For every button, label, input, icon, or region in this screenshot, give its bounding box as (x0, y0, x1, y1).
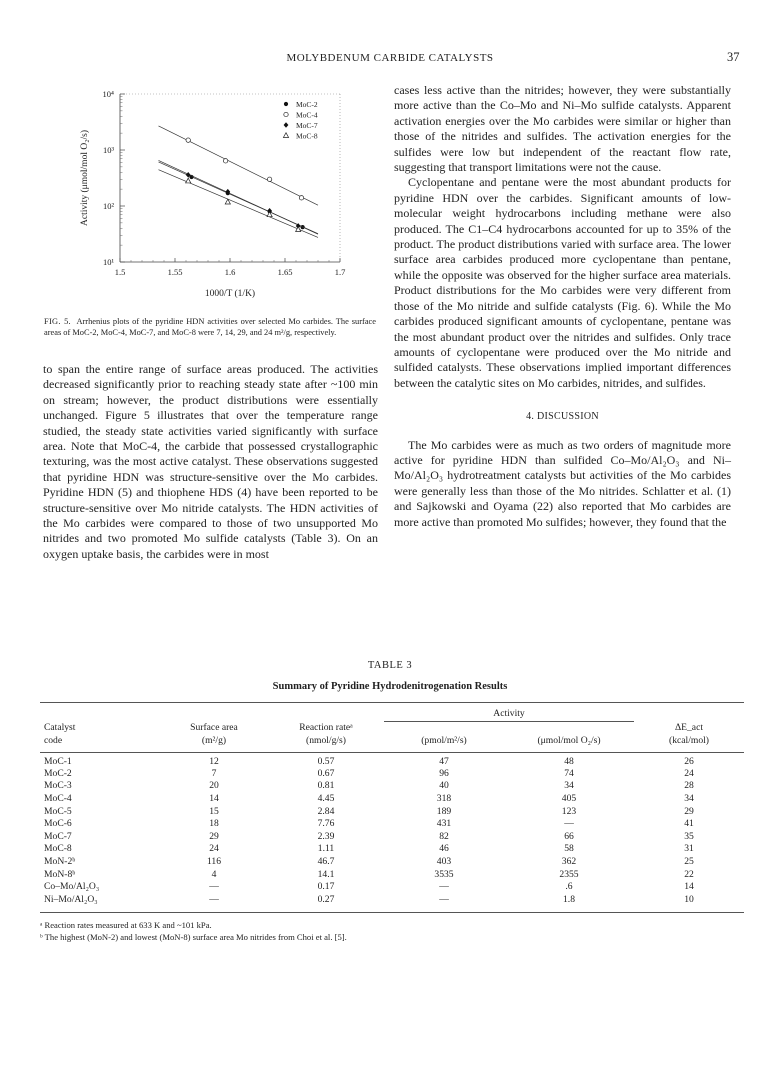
legend-label: MoC-4 (296, 110, 318, 120)
table-cell: 58 (564, 843, 574, 855)
table-cell: 47 (439, 756, 449, 767)
table-cell: 3535 (434, 868, 454, 880)
table-cell: 2.39 (317, 830, 335, 842)
table-cell: 26 (684, 756, 694, 767)
table-cell: Co–Mo/Al₂O₃ (44, 881, 100, 893)
fit-line-moc-7 (159, 160, 319, 234)
legend-marker-moc-2 (284, 102, 288, 106)
header-cell-line1: Surface area (190, 722, 238, 733)
header-cell-line1: Catalyst (44, 722, 76, 733)
table-3 (40, 702, 744, 943)
table-cell: 18 (209, 818, 219, 830)
table-row (40, 817, 744, 830)
table-cell: 31 (684, 843, 694, 855)
figure-label: FIG. 5. (44, 317, 71, 326)
table-row (40, 843, 744, 856)
table-cell: 46 (439, 843, 449, 855)
table-row (40, 767, 744, 780)
activity-group-header: Activity (384, 703, 634, 721)
table-row (40, 792, 744, 805)
table-cell: MoC-1 (44, 756, 72, 767)
data-point-moc-4 (267, 177, 271, 181)
table-cell: 4.45 (317, 792, 335, 804)
table-cell: 116 (206, 855, 222, 867)
figure-5-caption (44, 316, 376, 338)
data-point-moc-8 (186, 178, 191, 183)
table-cell: 10 (684, 893, 694, 905)
table-cell: 48 (564, 756, 574, 767)
right-paragraph-2: Cyclopentane and pentane were the most abundant products for pyridine HDN over the carbides. Significant amounts of low-molecular weight hydrocarbons including methane were also produced. The C1–C4 hydrocarbons accounted for up to 35% of the product. The product distributions varied with surface area. The lower surface area carbides produced more cyclopentane than pentane, while the opposite was observed for the higher surface area materials. Product distributions for the Mo carbides were very different from those of the Mo nitride and sulfide catalysts (Fig. 6). While the Mo carbides produced significant amounts of cyclopentane, pentane was the most abundant product over the nitrides and sulfides. Only trace amounts of cyclopentane were produced over the Mo nitride and sulfided catalysts. These observations implied important differences between the catalytic sites on Mo carbides, nitrides, and sulfides. (394, 175, 731, 390)
table-cell: MoC-7 (44, 830, 72, 842)
table-cell: 0.67 (317, 767, 335, 779)
legend-marker-moc-4 (284, 112, 288, 116)
x-tick-label: 1.55 (167, 267, 183, 277)
table-cell: MoN-8ᵇ (44, 868, 76, 880)
fit-line-moc-8 (159, 170, 319, 238)
table-cell: 74 (564, 767, 574, 779)
table-cell: 1.11 (317, 843, 335, 855)
table-cell: 66 (564, 830, 574, 842)
table-cell: 28 (684, 780, 694, 792)
table-cell: 46.7 (317, 855, 335, 867)
table-cell: .6 (565, 881, 573, 893)
x-tick-label: 1.6 (224, 267, 236, 277)
header-cell-line1 (384, 721, 504, 734)
header-cell-line2: (nmol/g/s) (306, 735, 346, 746)
data-point-moc-8 (296, 227, 301, 232)
data-point-moc-4 (299, 196, 303, 200)
legend-marker-moc-8 (283, 133, 288, 138)
x-axis-label: 1000/T (1/K) (204, 289, 256, 299)
table-cell: 41 (684, 818, 694, 830)
y-axis-label: Activity (μmol/mol O₂/s) (80, 129, 90, 227)
table-cell: MoN-2ᵇ (44, 855, 76, 867)
table-cell: 405 (561, 792, 577, 804)
table-cell: 2355 (559, 868, 579, 880)
table-cell: — (209, 893, 219, 905)
table-cell: Ni–Mo/Al₂O₃ (44, 893, 98, 905)
table-cell: 29 (684, 805, 694, 817)
y-tick-label: 10¹ (102, 257, 114, 267)
y-tick-label: 10³ (102, 145, 114, 155)
table-cell: 24 (209, 843, 219, 855)
table-cell: — (439, 881, 449, 893)
header-cell-line2: code (44, 735, 63, 746)
table-cell: 362 (561, 855, 577, 867)
table-cell: 25 (684, 855, 694, 867)
legend-label: MoC-2 (296, 100, 318, 109)
table-cell: MoC-5 (44, 805, 72, 817)
table-cell: 29 (209, 830, 219, 842)
table-cell: 14 (209, 792, 219, 804)
header-cell-line2: (μmol/mol O₂/s) (537, 735, 601, 746)
x-tick-label: 1.5 (114, 267, 126, 277)
y-tick-label: 10² (102, 201, 114, 211)
table-cell: — (564, 818, 574, 830)
table-cell: 403 (436, 855, 452, 867)
table-cell: 7 (211, 767, 217, 779)
right-column (394, 83, 731, 530)
figure-caption-text: Arrhenius plots of the pyridine HDN activities over selected Mo carbides. The surface areas of MoC-2, MoC-4, MoC-7, and MoC-8 were 7, 14, 29, and 24 m²/g, respectively. (44, 317, 376, 338)
table-cell: 431 (436, 818, 452, 830)
table-cell: 34 (564, 780, 574, 792)
header-cell-line2: (m²/g) (201, 735, 227, 746)
table-cell: — (209, 881, 219, 893)
data-point-moc-4 (223, 159, 227, 163)
table-cell: 318 (436, 792, 452, 804)
table-cell: 2.84 (317, 805, 335, 817)
table-cell: MoC-4 (44, 792, 72, 804)
table-cell: 82 (439, 830, 449, 842)
table-row (40, 780, 744, 793)
legend-label: MoC-8 (296, 131, 318, 141)
y-tick-label: 10⁴ (102, 89, 114, 99)
table-cell: 123 (561, 805, 577, 817)
right-paragraph-3: The Mo carbides were as much as two orders of magnitude more active for pyridine HDN than sulfided Co–Mo/Al₂O₃ and Ni–Mo/Al₂O₃ hydrotreatment catalysts but activities of the Mo carbides were generally less than those of the Mo nitrides. Schlatter et al. (1) and Sajkowski and Oyama (22) also reported that Mo carbides are more active than promoted Mo sulfides; however, they found that the (394, 437, 731, 529)
left-paragraph: to span the entire range of surface areas produced. The activities decreased significantly prior to reaching steady state after ~100 min on stream; however, the product distributions were essentially unchanged. Figure 5 illustrates that over the temperature range studied, the steady state activities varied significantly with surface area. Note that MoC-4, the carbide that possessed crystallographic texturing, was the most active catalyst. These observations suggested that pyridine HDN was structure-sensitive over the Mo carbides. Pyridine HDN (5) and thiophene HDS (4) have been reported to be structure-sensitive over Mo nitride catalysts. The HDN activities of the Mo carbides were compared to those of two unsupported Mo nitrides and two promoted Mo sulfide catalysts (Table 3). On an oxygen uptake basis, the carbides were in most (43, 362, 378, 561)
page-number: 37 (727, 50, 740, 64)
table-cell: 0.17 (317, 881, 335, 893)
table-body (40, 753, 744, 906)
x-tick-label: 1.7 (334, 267, 346, 277)
table-footnote-b: ᵇ The highest (MoN-2) and lowest (MoN-8) surface area Mo nitrides from Choi et al. [5]. (40, 931, 347, 942)
table-cell: MoC-2 (44, 767, 72, 779)
data-point-moc-4 (186, 138, 190, 142)
right-paragraph-1: cases less active than the nitrides; however, they were substantially more active than the Co–Mo and Ni–Mo sulfide catalysts. Apparent activation energies over the Mo carbides were similar or higher than those of the nitrides and sulfides. The activation energies for the sulfides were low but independent of the reactant flow rate, suggesting that transport limitations were not the cause. (394, 83, 731, 175)
table-row (40, 830, 744, 843)
table-3-grid (40, 703, 744, 913)
header-cell-line2: (pmol/m²/s) (421, 735, 467, 746)
table-cell: 35 (684, 830, 694, 842)
table-cell: 34 (684, 792, 694, 804)
table-label: TABLE 3 (367, 660, 413, 671)
table-cell: 96 (439, 767, 449, 779)
table-row (40, 753, 744, 768)
table-row (40, 893, 744, 906)
table-row (40, 868, 744, 881)
running-title: MOLYBDENUM CARBIDE CATALYSTS (286, 52, 494, 64)
table-row (40, 805, 744, 818)
header-cell-line2: (kcal/mol) (669, 735, 709, 746)
table-cell: — (439, 893, 449, 905)
table-cell: 1.8 (563, 893, 575, 905)
table-cell: 4 (211, 868, 217, 880)
section-heading: 4. DISCUSSION (526, 411, 599, 423)
legend-label: MoC-7 (296, 121, 318, 130)
table-cell: 0.27 (317, 893, 335, 905)
table-cell: 12 (209, 756, 219, 767)
table-cell: MoC-3 (44, 780, 72, 792)
x-tick-label: 1.65 (277, 267, 293, 277)
table-cell: 189 (436, 805, 452, 817)
header-cell-line1 (504, 721, 634, 734)
fit-line-moc-4 (159, 126, 319, 205)
table-row (40, 855, 744, 868)
table-cell: 22 (684, 868, 694, 880)
table-title: Summary of Pyridine Hydrodenitrogenation Results (272, 681, 508, 692)
table-cell: 0.81 (317, 780, 335, 792)
left-column (43, 362, 378, 562)
table-cell: 20 (209, 780, 219, 792)
table-cell: 24 (684, 767, 694, 779)
header-cell-line1: ΔE_act (674, 722, 703, 733)
table-cell: 14 (684, 881, 694, 893)
header-cell-line1: Reaction rateᵃ (299, 722, 353, 733)
legend-marker-moc-7 (284, 122, 289, 128)
table-cell: 15 (209, 805, 219, 817)
table-cell: 40 (439, 780, 449, 792)
table-cell: 14.1 (317, 868, 335, 880)
table-cell: 0.57 (317, 756, 335, 767)
table-footnote-a: ᵃ Reaction rates measured at 633 K and ~101 kPa. (40, 919, 212, 930)
table-row (40, 880, 744, 893)
table-cell: MoC-6 (44, 818, 72, 830)
figure-5-chart (70, 82, 360, 307)
table-cell: MoC-8 (44, 843, 72, 855)
table-cell: 7.76 (317, 818, 335, 830)
